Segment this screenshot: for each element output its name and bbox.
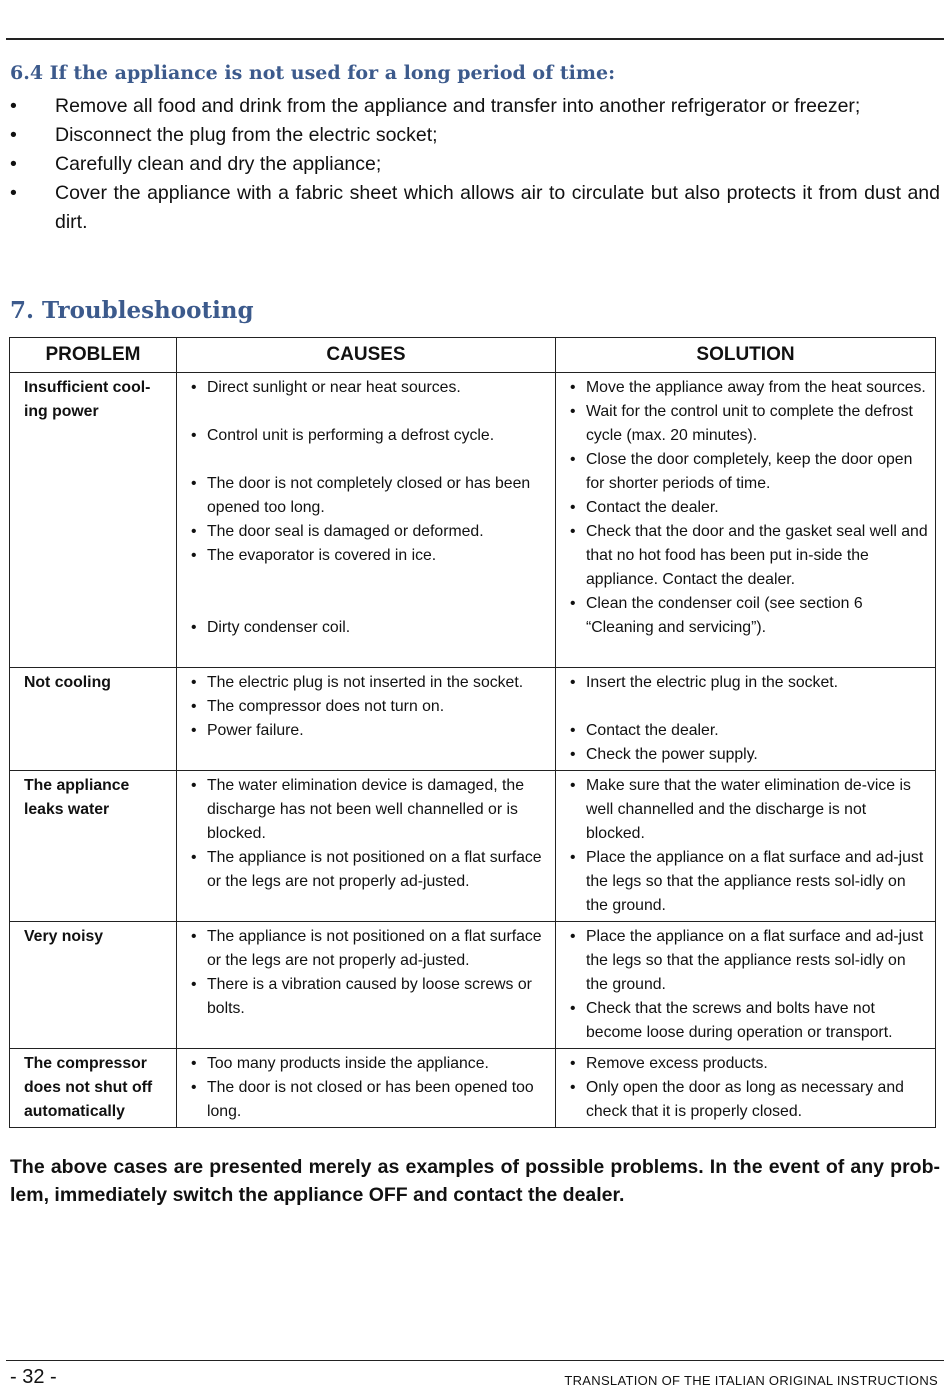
footer-caption: TRANSLATION OF THE ITALIAN ORIGINAL INSTRUCTIONS bbox=[564, 1373, 938, 1388]
solution-item: • Check the power supply. bbox=[570, 743, 929, 767]
section-6-4-heading: 6.4 If the appliance is not used for a long period of time: bbox=[10, 62, 616, 84]
top-rule bbox=[6, 38, 944, 40]
bullet-icon: • bbox=[10, 124, 17, 146]
solution-item: • Insert the electric plug in the socket. bbox=[570, 671, 929, 719]
cause-item: • The door seal is damaged or deformed. bbox=[191, 520, 549, 544]
causes-cell bbox=[177, 373, 556, 668]
causes-cell bbox=[177, 922, 556, 1049]
solution-item: • Check that the screws and bolts have not become loose during operation or transport. bbox=[570, 997, 929, 1045]
table-row bbox=[10, 1049, 936, 1128]
solution-item: • Contact the dealer. bbox=[570, 496, 929, 520]
troubleshooting-heading: 7. Troubleshooting bbox=[10, 297, 254, 324]
table-header-row bbox=[10, 338, 936, 373]
solution-item: • Contact the dealer. bbox=[570, 719, 929, 743]
cause-item: • The water elimination device is damaged, the discharge has not been well channelled or is blocked. bbox=[191, 774, 549, 846]
column-header-solution: SOLUTION bbox=[556, 338, 936, 373]
solution-item: • Place the appliance on a flat surface and ad-just the legs so that the appliance rests sol-idly on the ground. bbox=[570, 846, 929, 918]
solution-cell bbox=[556, 668, 936, 771]
cause-item: • Direct sunlight or near heat sources. bbox=[191, 376, 549, 424]
cause-item: • There is a vibration caused by loose screws or bolts. bbox=[191, 973, 549, 1021]
cause-item: • Dirty condenser coil. bbox=[191, 616, 549, 664]
cause-item: • The appliance is not positioned on a flat surface or the legs are not properly ad-justed. bbox=[191, 925, 549, 973]
solution-item: • Only open the door as long as necessary and check that it is properly closed. bbox=[570, 1076, 929, 1124]
bullet-icon: • bbox=[10, 95, 17, 117]
bullet-icon: • bbox=[10, 182, 17, 204]
solution-item: • Clean the condenser coil (see section 6 “Cleaning and servicing”). bbox=[570, 592, 929, 640]
list-item: • Disconnect the plug from the electric socket; bbox=[10, 121, 940, 150]
table-row bbox=[10, 771, 936, 922]
solution-cell bbox=[556, 373, 936, 668]
solution-item: • Close the door completely, keep the door open for shorter periods of time. bbox=[570, 448, 929, 496]
cause-item: • The door is not completely closed or has been opened too long. bbox=[191, 472, 549, 520]
solution-item: • Make sure that the water elimination de-vice is well channelled and the discharge is not blocked. bbox=[570, 774, 929, 846]
solution-item: • Move the appliance away from the heat sources. bbox=[570, 376, 929, 400]
solution-item: • Check that the door and the gasket seal well and that no hot food has been put in-side the appliance. Contact the dealer. bbox=[570, 520, 929, 592]
table-row bbox=[10, 668, 936, 771]
cause-item: • The compressor does not turn on. bbox=[191, 695, 549, 719]
problem-cell: Insufficient cool-ing power bbox=[10, 373, 177, 668]
solution-cell bbox=[556, 1049, 936, 1128]
problem-cell: The appliance leaks water bbox=[10, 771, 177, 922]
causes-cell bbox=[177, 1049, 556, 1128]
cause-item: • The appliance is not positioned on a flat surface or the legs are not properly ad-justed. bbox=[191, 846, 549, 894]
cause-item: • Control unit is performing a defrost cycle. bbox=[191, 424, 549, 472]
cause-item: • The evaporator is covered in ice. bbox=[191, 544, 549, 616]
page-number: - 32 - bbox=[10, 1366, 57, 1388]
disclaimer-note: The above cases are presented merely as examples of possible problems. In the event of any prob-lem, immediately switch the appliance OFF and contact the dealer. bbox=[10, 1156, 940, 1206]
cause-item: • Power failure. bbox=[191, 719, 549, 743]
troubleshooting-table bbox=[9, 337, 936, 1128]
table-row bbox=[10, 922, 936, 1049]
problem-cell: The compressor does not shut off automatically bbox=[10, 1049, 177, 1128]
footer-rule bbox=[6, 1360, 944, 1361]
bullet-icon: • bbox=[10, 153, 17, 175]
list-item: • Cover the appliance with a fabric sheet which allows air to circulate but also protects it from dust and dirt. bbox=[10, 179, 940, 237]
problem-cell: Not cooling bbox=[10, 668, 177, 771]
solution-item: • Wait for the control unit to complete the defrost cycle (max. 20 minutes). bbox=[570, 400, 929, 448]
list-item: • Carefully clean and dry the appliance; bbox=[10, 150, 940, 179]
cause-item: • The door is not closed or has been opened too long. bbox=[191, 1076, 549, 1124]
table-row bbox=[10, 373, 936, 668]
list-item: • Remove all food and drink from the appliance and transfer into another refrigerator or freezer; bbox=[10, 92, 940, 121]
cause-item: • The electric plug is not inserted in the socket. bbox=[191, 671, 549, 695]
cause-item: • Too many products inside the appliance. bbox=[191, 1052, 549, 1076]
storage-bullet-list bbox=[10, 92, 940, 237]
column-header-problem: PROBLEM bbox=[10, 338, 177, 373]
solution-item: • Remove excess products. bbox=[570, 1052, 929, 1076]
problem-cell: Very noisy bbox=[10, 922, 177, 1049]
causes-cell bbox=[177, 771, 556, 922]
solution-cell bbox=[556, 771, 936, 922]
solution-cell bbox=[556, 922, 936, 1049]
solution-item: • Place the appliance on a flat surface and ad-just the legs so that the appliance rests sol-idly on the ground. bbox=[570, 925, 929, 997]
column-header-causes: CAUSES bbox=[177, 338, 556, 373]
causes-cell bbox=[177, 668, 556, 771]
